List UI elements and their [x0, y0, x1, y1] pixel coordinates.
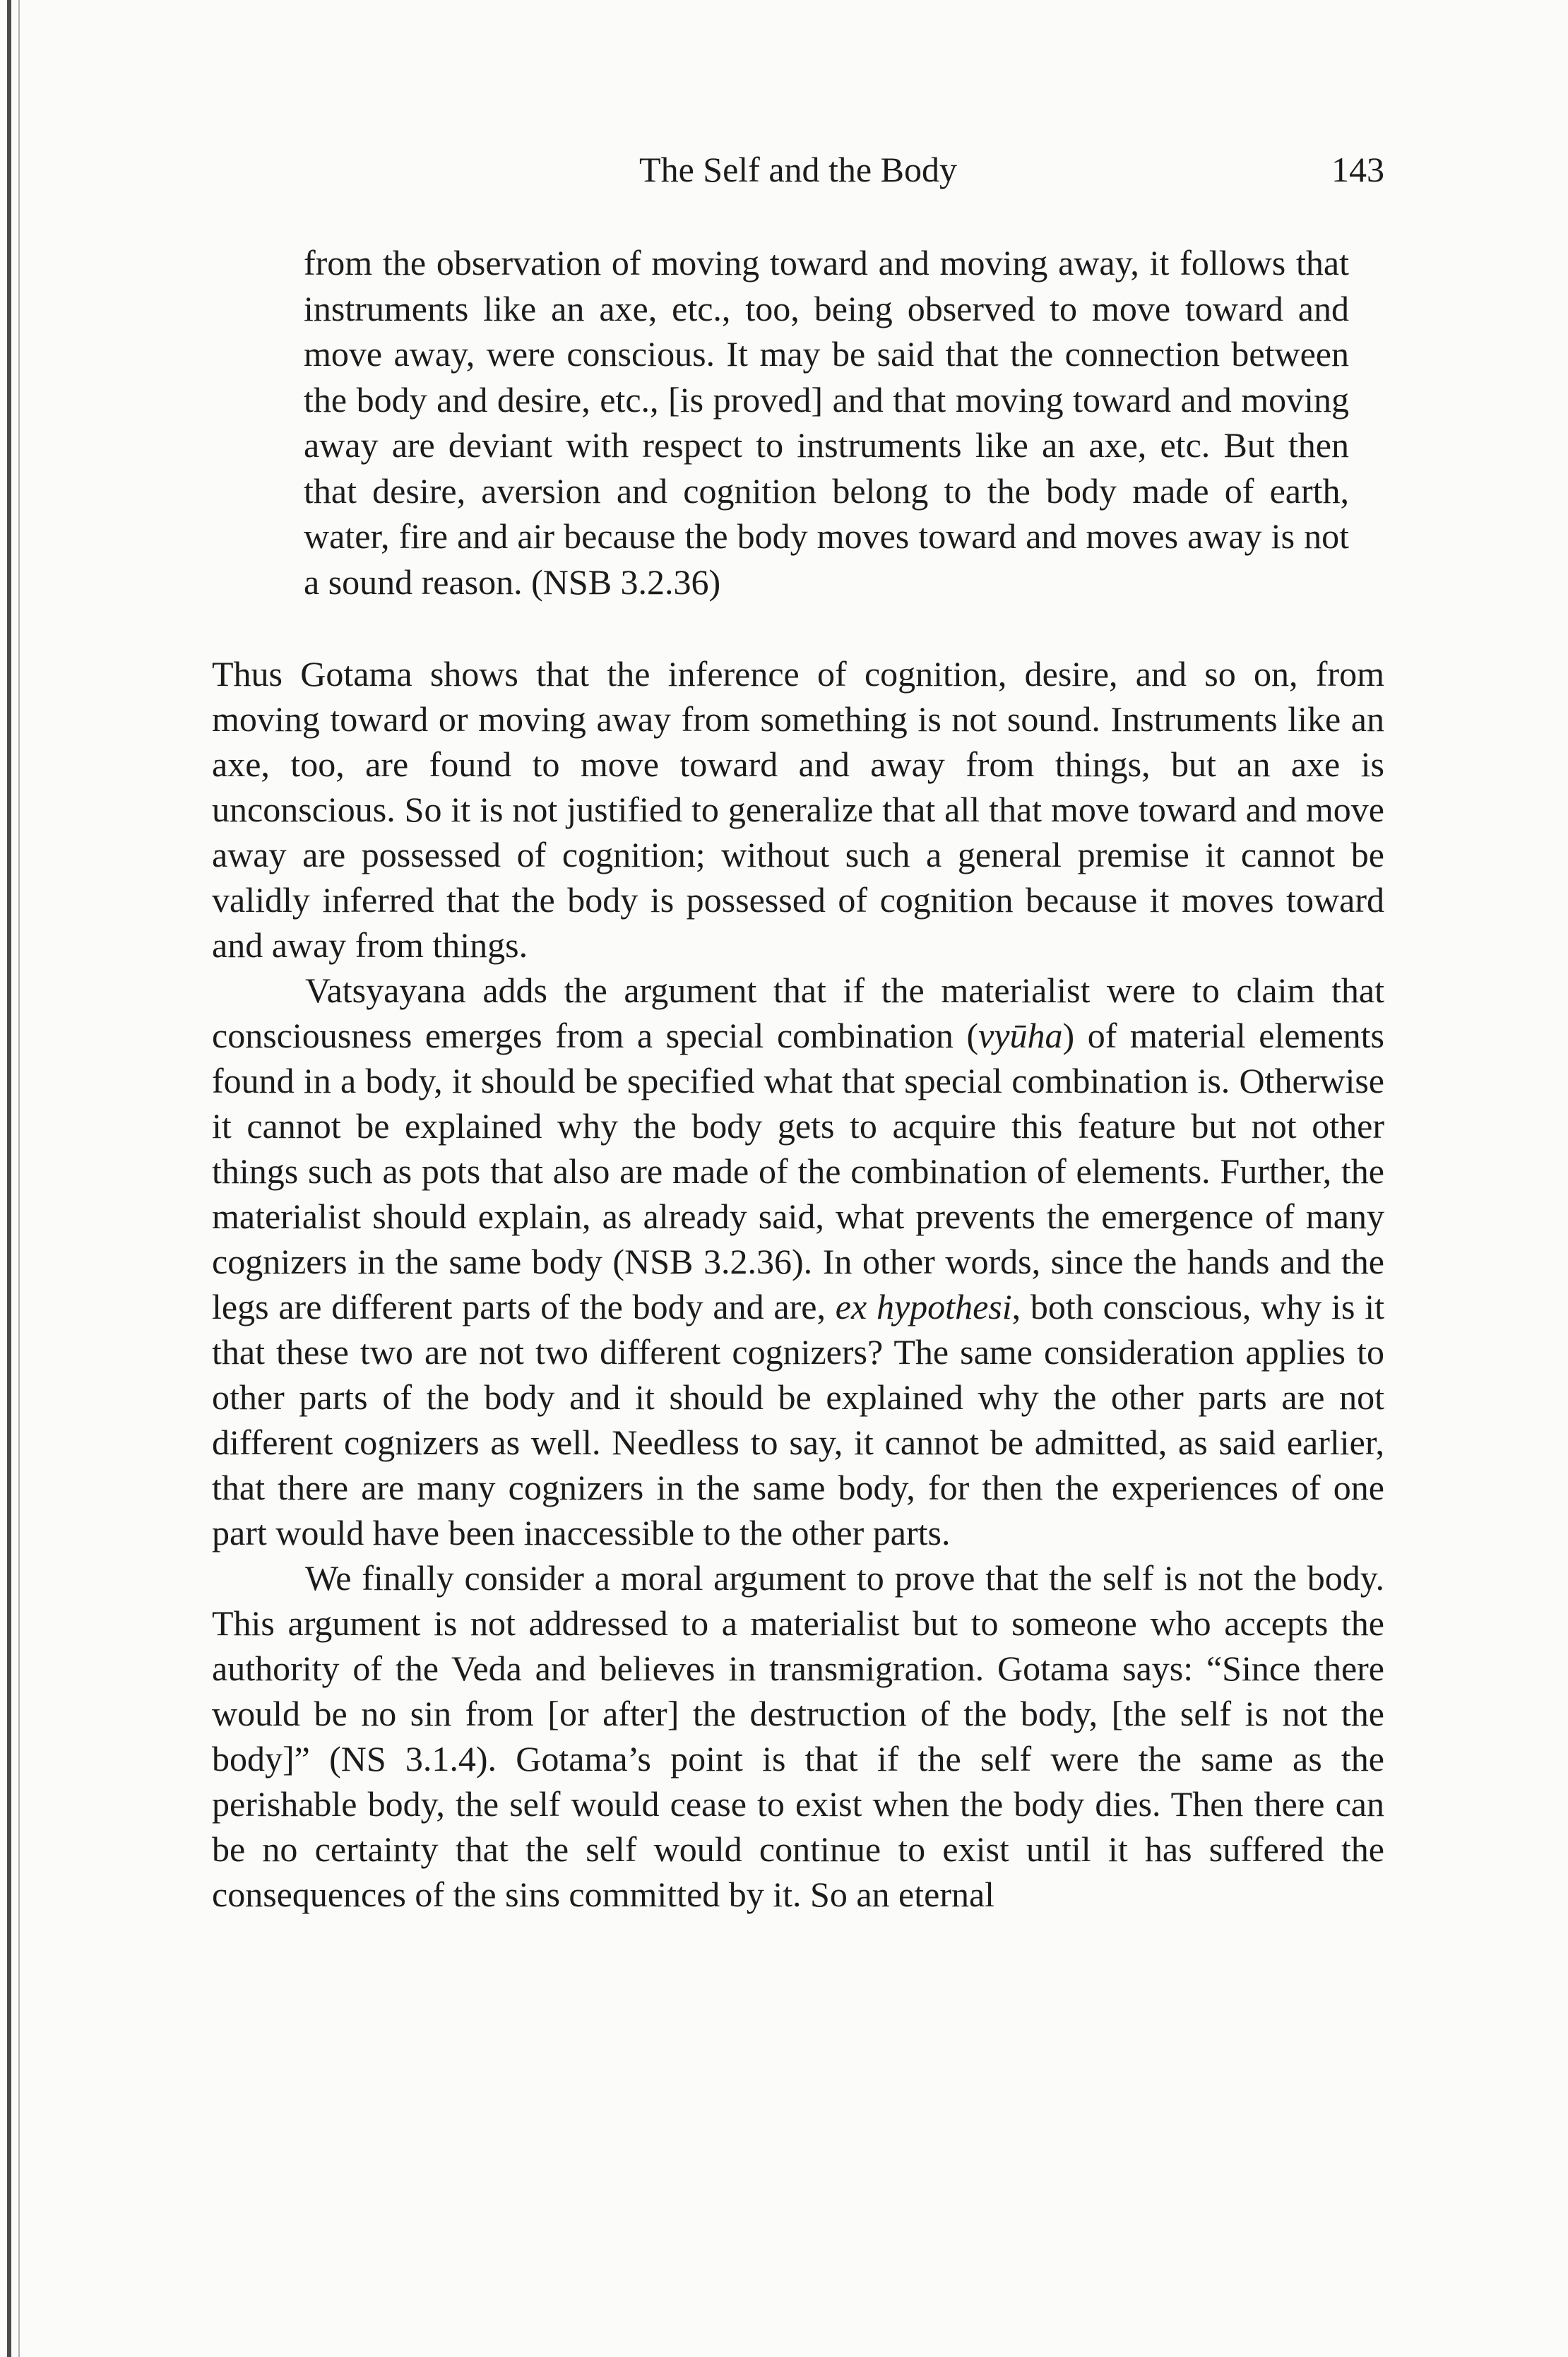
paragraph-2-part-c: , both conscious, why is it that these two are not two different cognizers? The same consideration applies to other parts of the body and it should be explained why the other parts are not different cognizers as well. Needless to say, it cannot be admitted, as said earlier, that there are many cognizers in the same body, for then the experiences of one part would have been inaccessible to the other parts. [212, 1287, 1385, 1552]
paragraph-2 [212, 968, 1384, 1555]
paragraph-2-part-a: Vatsyayana adds the argument that if the materialist were to claim that consciousness emerges from a special combination ( [212, 970, 1384, 1055]
running-head [212, 134, 1384, 198]
body-text [212, 651, 1384, 1917]
running-title: The Self and the Body [639, 150, 957, 189]
book-page [212, 134, 1384, 1917]
sanskrit-term-vyuha: vyūha [978, 1016, 1063, 1055]
latin-term-ex-hypothesi: ex hypothesi [835, 1287, 1012, 1326]
paragraph-2-part-b: ) of material elements found in a body, it should be specified what that special combination is. Otherwise it cannot be explained why the body gets to acquire this feature but not other things such as pots that also are made of the combination of elements. Further, the materialist should explain, as already said, what prevents the emergence of many cognizers in the same body (NSB 3.2.36). In other words, since the hands and the legs are different parts of the body and are, [212, 1016, 1384, 1326]
page-spine-shadow [7, 0, 11, 2357]
paragraph-1: Thus Gotama shows that the inference of cognition, desire, and so on, from moving toward or moving away from something is not sound. Instruments like an axe, too, are found to move toward and away from things, but an axe is unconscious. So it is not justified to generalize that all that move toward and move away are possessed of cognition; without such a general premise it cannot be validly inferred that the body is possessed of cognition because it moves toward and away from things. [212, 654, 1384, 965]
paragraph-3: We finally consider a moral argument to prove that the self is not the body. This argument is not addressed to a materialist but to someone who accepts the authority of the Veda and believes in transmigration. Gotama says: “Since there would be no sin from [or after] the destruction of the body, [the self is not the body]” (NS 3.1.4). Gotama’s point is that if the self were the same as the perishable body, the self would cease to exist when the body dies. Then there can be no certainty that the self would continue to exist until it has suffered the consequences of the sins committed by it. So an eternal [212, 1558, 1384, 1914]
block-quotation: from the observation of moving toward and moving away, it follows that instruments like an axe, etc., too, being observed to move toward and move away, were conscious. It may be said that the connection between the body and desire, etc., [is proved] and that moving toward and moving away are deviant with respect to instruments like an axe, etc. But then that desire, aversion and cognition belong to the body made of earth, water, fire and air because the body moves toward and moves away is not a sound reason. (NSB 3.2.36) [304, 243, 1349, 602]
page-number: 143 [1331, 150, 1384, 189]
page-spine-edge [18, 0, 20, 2357]
